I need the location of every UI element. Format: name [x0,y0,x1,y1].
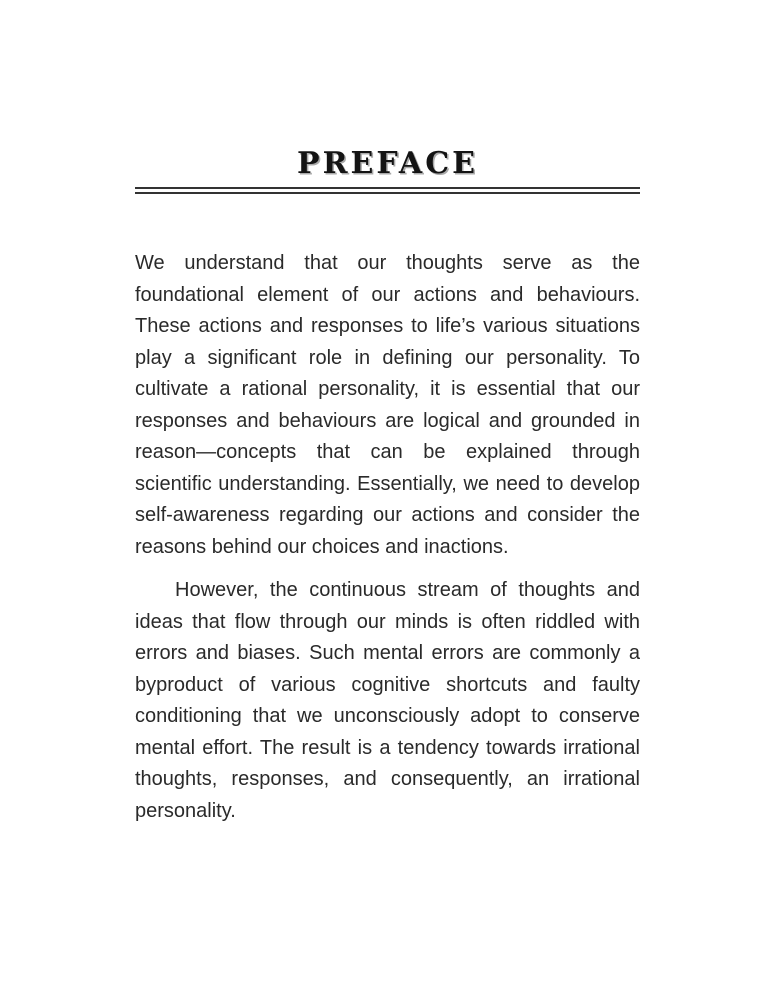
preface-paragraph-2: However, the continuous stream of thoughts and ideas that flow through our minds is often riddled with errors and biases. Such mental errors are commonly a byproduct of various cognitive shortcuts and faulty conditioning that we unconsciously adopt to conserve mental effort. The result is a tendency towards irrational thoughts, responses, and consequently, an irrational personality. [135,579,640,822]
preface-paragraph-1: We understand that our thoughts serve as the foundational element of our actions and behaviours. These actions and responses to life’s various situations play a significant role in defining our personality. To cultivate a rational personality, it is essential that our responses and behaviours are logical and grounded in reason—concepts that can be explained through scientific understanding. Essentially, we need to develop self-awareness regarding our actions and consider the reasons behind our choices and inactions. [135,252,640,558]
chapter-heading: PREFACE [297,146,478,181]
heading-divider-rule [135,187,640,194]
page-content [135,0,640,839]
